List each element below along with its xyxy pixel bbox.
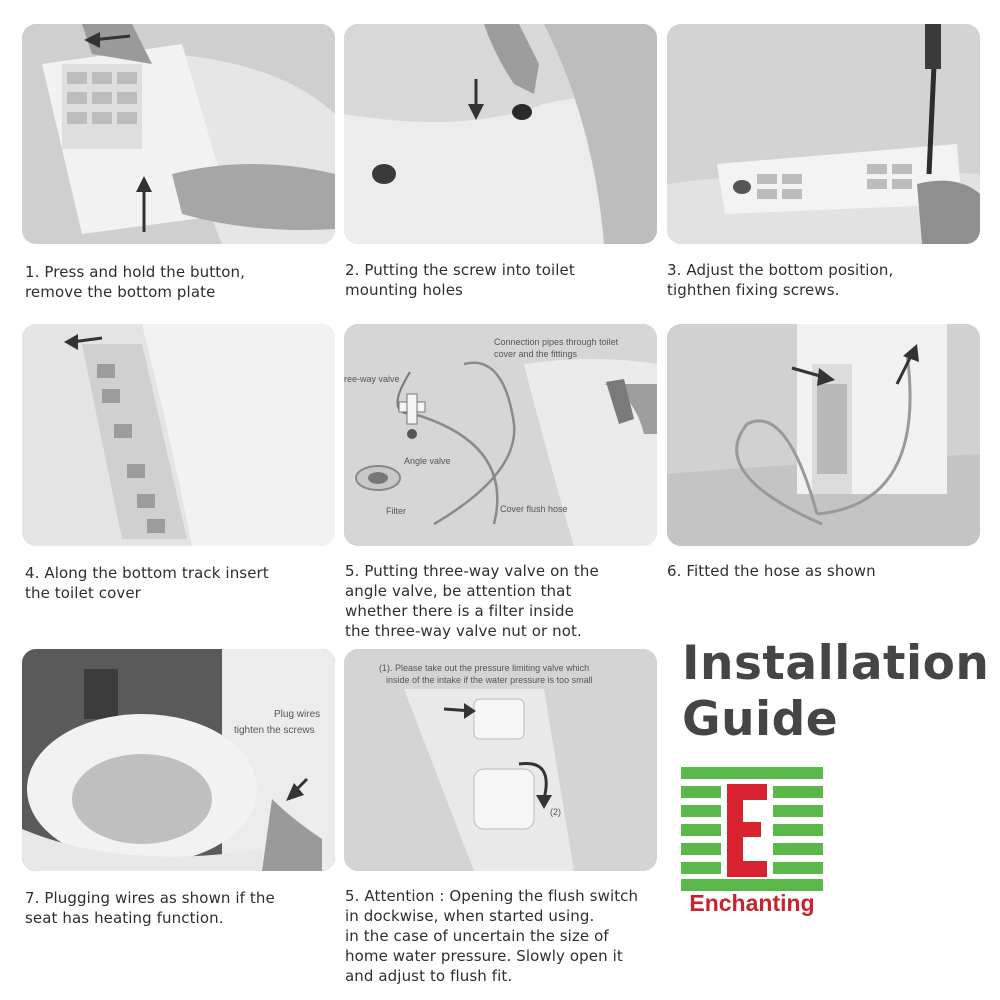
brand-logo (681, 767, 823, 891)
annotation-step-2: (2) (550, 807, 561, 817)
step8-photo (344, 649, 657, 871)
annotation-pipes: Connection pipes through toilet (494, 337, 619, 347)
step3-photo (667, 24, 980, 244)
step8-caption: 5. Attention : Opening the flush switch in dockwise, when started using. in the case of uncertain the size of home water pressure. Slowly open it and adjust to flush fit. (345, 887, 639, 985)
annotation-three-way-valve: ree-way valve (344, 374, 400, 384)
step6-photo (667, 324, 980, 546)
step1-caption: 1. Press and hold the button, remove the bottom plate (25, 263, 245, 301)
step1-photo (22, 24, 335, 244)
annotation-angle-valve: Angle valve (404, 456, 451, 466)
step7-photo (22, 649, 335, 871)
step3-caption: 3. Adjust the bottom position, tighthen fixing screws. (667, 261, 894, 299)
step6-caption: 6. Fitted the hose as shown (667, 562, 876, 580)
step4-caption: 4. Along the bottom track insert the toilet cover (25, 564, 269, 602)
guide-title-line2: Guide (682, 692, 839, 747)
guide-title-line1: Installation (682, 636, 990, 691)
annotation-cover-flush-hose: Cover flush hose (500, 504, 568, 514)
step5-caption: 5. Putting three-way valve on the angle valve, be attention that whether there is a filter inside the three-way valve nut or not. (345, 562, 599, 640)
annotation-note-1: (1). Please take out the pressure limiting valve which (379, 663, 590, 673)
step5-photo (344, 324, 657, 546)
step7-caption: 7. Plugging wires as shown if the seat has heating function. (25, 889, 275, 927)
guide-title (682, 636, 990, 748)
annotation-filter: Filter (386, 506, 406, 516)
step4-photo (22, 324, 335, 546)
annotation-plug-wires: Plug wires (274, 709, 321, 720)
step2-photo (344, 24, 657, 244)
annotation-pipes-2: cover and the fittings (494, 349, 578, 359)
annotation-note-2: inside of the intake if the water pressure is too small (386, 675, 593, 685)
annotation-tighten-screws: tighten the screws (234, 725, 315, 736)
step2-caption: 2. Putting the screw into toilet mounting holes (345, 261, 575, 299)
brand-name: Enchanting (689, 890, 815, 916)
